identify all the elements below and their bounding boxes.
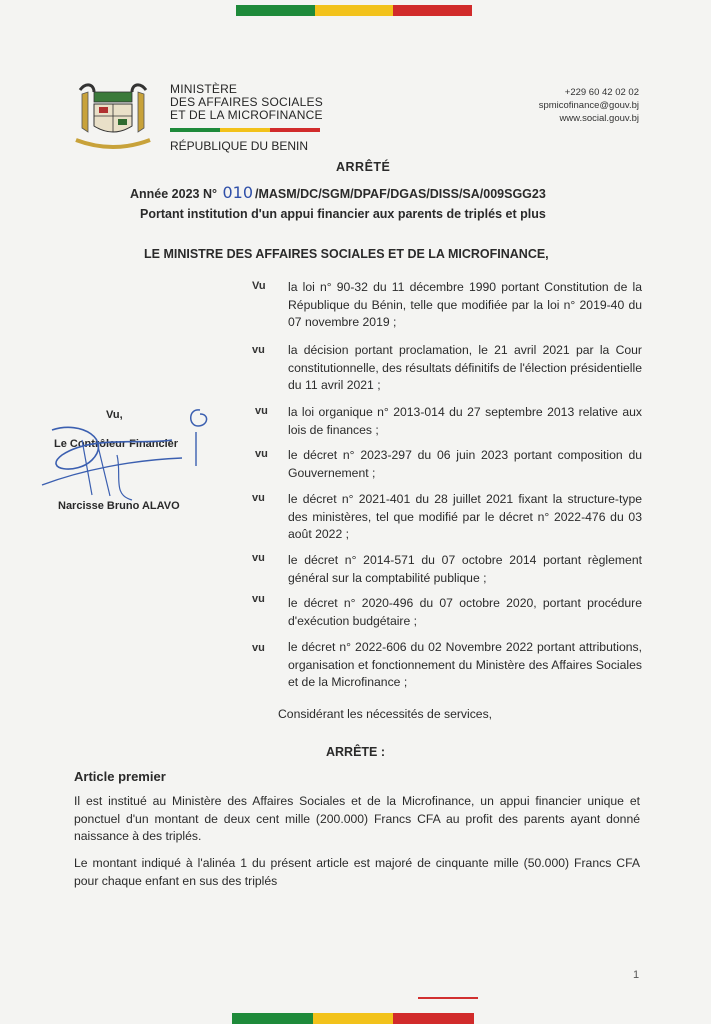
- visa-text: la loi n° 90-32 du 11 décembre 1990 portant Constitution de la République du Bénin, telle que modifiée par la loi n° 2019-40 du 07 novembre 2019 ;: [288, 280, 642, 330]
- visa-label: vu: [255, 405, 268, 417]
- top-flag-bar: [236, 5, 472, 16]
- contact-block: [539, 86, 639, 125]
- controleur-name: Narcisse Bruno ALAVO: [58, 500, 180, 512]
- visa-text: le décret n° 2021-401 du 28 juillet 2021 fixant la structure-type des ministères, tel que modifié par le décret n° 2022-476 du 03 août 2022 ;: [288, 492, 642, 542]
- article-paragraph-1: Il est institué au Ministère des Affaires Sociales et de la Microfinance, un appui financier unique et ponctuel d'un montant de deux cent mille (200.000) Francs CFA au profit des parents ayant donné naissance à des triplés.: [74, 794, 640, 844]
- article-title: Article premier: [74, 769, 166, 784]
- ministry-line-1: MINISTÈRE: [170, 82, 238, 96]
- minister-title: LE MINISTRE DES AFFAIRES SOCIALES ET DE LA MICROFINANCE,: [144, 247, 549, 261]
- arrete-decision: ARRÊTE :: [326, 745, 386, 759]
- article-paragraph-2: Le montant indiqué à l'alinéa 1 du présent article est majoré de cinquante mille (50.000) Francs CFA pour chaque enfant en sus des triplés: [74, 856, 640, 888]
- visa-label: vu: [252, 552, 265, 564]
- handwritten-initial: [180, 404, 220, 474]
- contact-email: spmicofinance@gouv.bj: [538, 100, 639, 111]
- decree-subject: Portant institution d'un appui financier aux parents de triplés et plus: [140, 207, 546, 221]
- handwritten-number: 010: [222, 183, 254, 202]
- year-label: Année 2023 N°: [130, 187, 217, 201]
- flag-yellow: [315, 5, 394, 16]
- considerant: Considérant les nécessités de services,: [278, 707, 493, 721]
- ministry-line-3: ET DE LA MICROFINANCE: [170, 108, 323, 122]
- flag-red: [393, 5, 472, 16]
- visa-text: la décision portant proclamation, le 21 avril 2021 par la Cour constitutionnelle, des résultats définitifs de l'élection présidentielle du 11 avril 2021 ;: [288, 343, 642, 393]
- visa-text: le décret n° 2014-571 du 07 octobre 2014 portant règlement général sur la comptabilité publique ;: [288, 553, 642, 585]
- visa-label: vu: [252, 344, 265, 356]
- flag-red: [393, 1013, 474, 1024]
- coat-of-arms-icon: [72, 80, 154, 152]
- visa-text: le décret n° 2020-496 du 07 octobre 2020, portant procédure d'exécution budgétaire ;: [288, 596, 642, 628]
- ministry-name: [170, 83, 323, 122]
- arrete-heading: ARRÊTÉ: [336, 160, 391, 174]
- flag-green: [232, 1013, 313, 1024]
- decree-number-line: [130, 183, 546, 202]
- controleur-vu: Vu,: [106, 409, 123, 421]
- flag-green: [236, 5, 315, 16]
- controleur-title: Le Contrôleur Financier: [54, 438, 179, 450]
- visa-label: Vu: [252, 280, 266, 292]
- ministry-flag-divider: [170, 128, 320, 132]
- contact-website: www.social.gouv.bj: [559, 113, 639, 124]
- flag-yellow: [313, 1013, 394, 1024]
- ministry-line-2: DES AFFAIRES SOCIALES: [170, 95, 323, 109]
- visa-label: vu: [252, 593, 265, 605]
- decree-reference: /MASM/DC/SGM/DPAF/DGAS/DISS/SA/009SGG23: [255, 187, 546, 201]
- contact-phone: +229 60 42 02 02: [564, 87, 639, 98]
- visa-label: vu: [255, 448, 268, 460]
- bottom-flag-bar: [232, 1013, 474, 1024]
- page-number: 1: [633, 969, 640, 981]
- footer-red-line: [418, 997, 478, 999]
- visa-text: la loi organique n° 2013-014 du 27 septembre 2013 relative aux lois de finances ;: [288, 405, 642, 437]
- visa-text: le décret n° 2023-297 du 06 juin 2023 portant composition du Gouvernement ;: [288, 448, 642, 480]
- visa-label: vu: [252, 642, 265, 654]
- visa-label: vu: [252, 492, 265, 504]
- visa-text: le décret n° 2022-606 du 02 Novembre 2022 portant attributions, organisation et fonctionnement du Ministère des Affaires Sociales et de la Microfinance ;: [288, 640, 642, 690]
- republic-name: RÉPUBLIQUE DU BENIN: [170, 139, 309, 153]
